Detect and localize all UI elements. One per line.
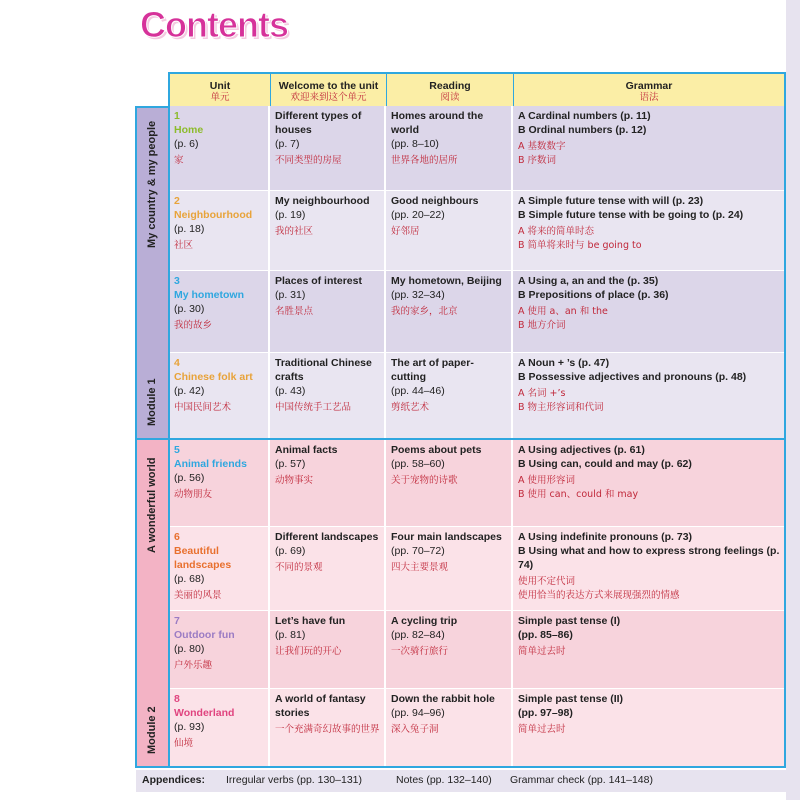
welcome-cn: 中国传统手工艺品 xyxy=(275,402,352,413)
reading-page: (pp. 82–84) xyxy=(391,629,445,641)
grammar-item-cn: A 使用 a、an 和 the xyxy=(518,306,608,317)
reading-cn: 深入兔子洞 xyxy=(391,724,439,735)
welcome-cn: 我的社区 xyxy=(275,226,314,237)
grammar-item-cn: B 地方介词 xyxy=(518,320,566,331)
reading-cn: 我的家乡，北京 xyxy=(391,306,458,317)
unit-page: (p. 56) xyxy=(174,472,205,484)
reading-page: (pp. 20–22) xyxy=(391,209,445,221)
unit-name[interactable]: My hometown xyxy=(174,289,244,301)
unit-name-cn: 户外乐趣 xyxy=(174,660,213,671)
grammar-item-cn: B 物主形容词和代词 xyxy=(518,402,604,413)
grammar-item-cn: B 使用 can、could 和 may xyxy=(518,489,639,500)
unit-name[interactable]: Wonderland xyxy=(174,707,235,719)
unit-number: 8 xyxy=(174,693,180,705)
reading-cn: 世界各地的居所 xyxy=(391,155,458,166)
unit-name[interactable]: Home xyxy=(174,124,204,136)
unit-number: 2 xyxy=(174,195,180,207)
welcome-page: (p. 43) xyxy=(275,385,306,397)
reading-title: Poems about pets xyxy=(391,444,482,456)
grammar-item-cn: 使用恰当的表达方式来展现强烈的情感 xyxy=(518,590,680,601)
reading-page: (pp. 94–96) xyxy=(391,707,445,719)
reading-cn: 一次骑行旅行 xyxy=(391,646,449,657)
grammar-item-cn: 简单过去时 xyxy=(518,724,566,735)
welcome-title: Places of interest xyxy=(275,275,362,287)
grammar-item-cn: A 使用形容词 xyxy=(518,475,576,486)
grammar-item: B Possessive adjectives and pronouns (p. 48) xyxy=(518,371,747,383)
reading-page: (pp. 44–46) xyxy=(391,385,445,397)
page-edge-bar xyxy=(786,0,800,800)
header-welcome: Welcome to the unit 欢迎来到这个单元 xyxy=(278,80,379,103)
unit-name-cn: 仙境 xyxy=(174,738,194,749)
grammar-item: (pp. 97–98) xyxy=(518,707,573,719)
unit-page: (p. 18) xyxy=(174,223,205,235)
module-1-topic: My country & my people xyxy=(146,120,158,248)
unit-name-cn: 美丽的风景 xyxy=(174,590,222,601)
welcome-page: (p. 19) xyxy=(275,209,306,221)
unit-number: 1 xyxy=(174,110,180,122)
reading-title: Good neighbours xyxy=(391,195,479,207)
unit-page: (p. 42) xyxy=(174,385,205,397)
grammar-item: B Using can, could and may (p. 62) xyxy=(518,458,692,470)
reading-title: Four main landscapes xyxy=(391,531,502,543)
grammar-item: (pp. 85–86) xyxy=(518,629,573,641)
grammar-item: Simple past tense (II) xyxy=(518,693,624,705)
reading-page: (pp. 8–10) xyxy=(391,138,439,150)
grammar-item-cn: A 将来的简单时态 xyxy=(518,226,595,237)
welcome-page: (p. 7) xyxy=(275,138,300,150)
reading-cn: 好邻居 xyxy=(391,226,420,237)
grammar-item: B Using what and how to express strong feelings (p. 74) xyxy=(518,545,780,571)
appendix-notes[interactable]: Notes (pp. 132–140) xyxy=(396,774,492,786)
welcome-cn: 动物事实 xyxy=(275,475,314,486)
unit-number: 6 xyxy=(174,531,180,543)
grammar-item: B Simple future tense with be going to (p. 24) xyxy=(518,209,744,221)
unit-page: (p. 93) xyxy=(174,721,205,733)
unit-page: (p. 6) xyxy=(174,138,199,150)
unit-page: (p. 30) xyxy=(174,303,205,315)
welcome-cn: 名胜景点 xyxy=(275,306,314,317)
grammar-item: B Ordinal numbers (p. 12) xyxy=(518,124,647,136)
welcome-title: Different landscapes xyxy=(275,531,379,543)
header-grammar: Grammar 语法 xyxy=(625,80,673,103)
appendices-bar xyxy=(136,770,786,792)
header-reading: Reading 阅读 xyxy=(429,80,471,103)
reading-title: Down the rabbit hole xyxy=(391,693,495,705)
unit-number: 7 xyxy=(174,615,180,627)
unit-name-cn: 家 xyxy=(174,155,184,166)
appendix-grammar-check[interactable]: Grammar check (pp. 141–148) xyxy=(510,774,653,786)
grammar-item-cn: 使用不定代词 xyxy=(518,576,576,587)
unit-name[interactable]: Beautiful landscapes xyxy=(174,545,232,571)
grammar-item-cn: A 基数数字 xyxy=(518,141,566,152)
grammar-item-cn: B 序数词 xyxy=(518,155,557,166)
unit-name[interactable]: Animal friends xyxy=(174,458,247,470)
reading-page: (pp. 32–34) xyxy=(391,289,445,301)
reading-title: The art of paper-cutting xyxy=(391,357,474,383)
welcome-cn: 让我们玩的开心 xyxy=(275,646,342,657)
reading-page: (pp. 58–60) xyxy=(391,458,445,470)
unit-page: (p. 80) xyxy=(174,643,205,655)
reading-cn: 关于宠物的诗歌 xyxy=(391,475,458,486)
unit-page: (p. 68) xyxy=(174,573,205,585)
welcome-title: A world of fantasy stories xyxy=(275,693,366,719)
unit-number: 4 xyxy=(174,357,180,369)
appendices-label: Appendices: xyxy=(142,774,206,786)
grammar-item-cn: 简单过去时 xyxy=(518,646,566,657)
module-divider xyxy=(168,438,786,440)
module-2-label: Module 2 xyxy=(146,706,158,754)
welcome-title: Animal facts xyxy=(275,444,338,456)
welcome-cn: 不同类型的房屋 xyxy=(275,155,342,166)
welcome-page: (p. 31) xyxy=(275,289,306,301)
reading-cn: 四大主要景观 xyxy=(391,562,449,573)
grammar-item: A Simple future tense with will (p. 23) xyxy=(518,195,704,207)
welcome-page: (p. 57) xyxy=(275,458,306,470)
welcome-page: (p. 81) xyxy=(275,629,306,641)
grammar-item: A Using adjectives (p. 61) xyxy=(518,444,645,456)
page-title: Contents xyxy=(140,4,288,45)
unit-name-cn: 动物朋友 xyxy=(174,489,213,500)
unit-name[interactable]: Neighbourhood xyxy=(174,209,253,221)
header-unit: Unit 单元 xyxy=(209,80,231,103)
welcome-page: (p. 69) xyxy=(275,545,306,557)
unit-name[interactable]: Outdoor fun xyxy=(174,629,235,641)
module-1-label: Module 1 xyxy=(146,378,158,426)
module-1-strip xyxy=(135,106,168,438)
grammar-item: A Using a, an and the (p. 35) xyxy=(518,275,659,287)
welcome-cn: 一个充满奇幻故事的世界 xyxy=(275,724,380,735)
unit-number: 5 xyxy=(174,444,180,456)
unit-name-cn: 中国民间艺术 xyxy=(174,402,232,413)
reading-page: (pp. 70–72) xyxy=(391,545,445,557)
module-2-strip xyxy=(135,438,168,768)
welcome-title: Different types of houses xyxy=(275,110,362,136)
reading-title: My hometown, Beijing xyxy=(391,275,502,287)
welcome-title: Traditional Chinese crafts xyxy=(275,357,372,383)
appendix-irregular-verbs[interactable]: Irregular verbs (pp. 130–131) xyxy=(226,774,362,786)
welcome-title: Let’s have fun xyxy=(275,615,346,627)
unit-name-cn: 我的故乡 xyxy=(174,320,213,331)
module-2-topic: A wonderful world xyxy=(146,457,158,553)
reading-title: Homes around the world xyxy=(391,110,484,136)
table-frame xyxy=(168,72,786,768)
grammar-item: A Noun + ’s (p. 47) xyxy=(518,357,610,369)
unit-number: 3 xyxy=(174,275,180,287)
unit-name-cn: 社区 xyxy=(174,240,194,251)
grammar-item: A Cardinal numbers (p. 11) xyxy=(518,110,651,122)
grammar-item-cn: A 名词 +’s xyxy=(518,388,566,399)
grammar-item: Simple past tense (I) xyxy=(518,615,621,627)
welcome-title: My neighbourhood xyxy=(275,195,370,207)
unit-name[interactable]: Chinese folk art xyxy=(174,371,253,383)
welcome-cn: 不同的景观 xyxy=(275,562,323,573)
grammar-item-cn: B 简单将来时与 be going to xyxy=(518,240,642,251)
reading-cn: 剪纸艺术 xyxy=(391,402,430,413)
grammar-item: A Using indefinite pronouns (p. 73) xyxy=(518,531,693,543)
grammar-item: B Prepositions of place (p. 36) xyxy=(518,289,669,301)
reading-title: A cycling trip xyxy=(391,615,458,627)
